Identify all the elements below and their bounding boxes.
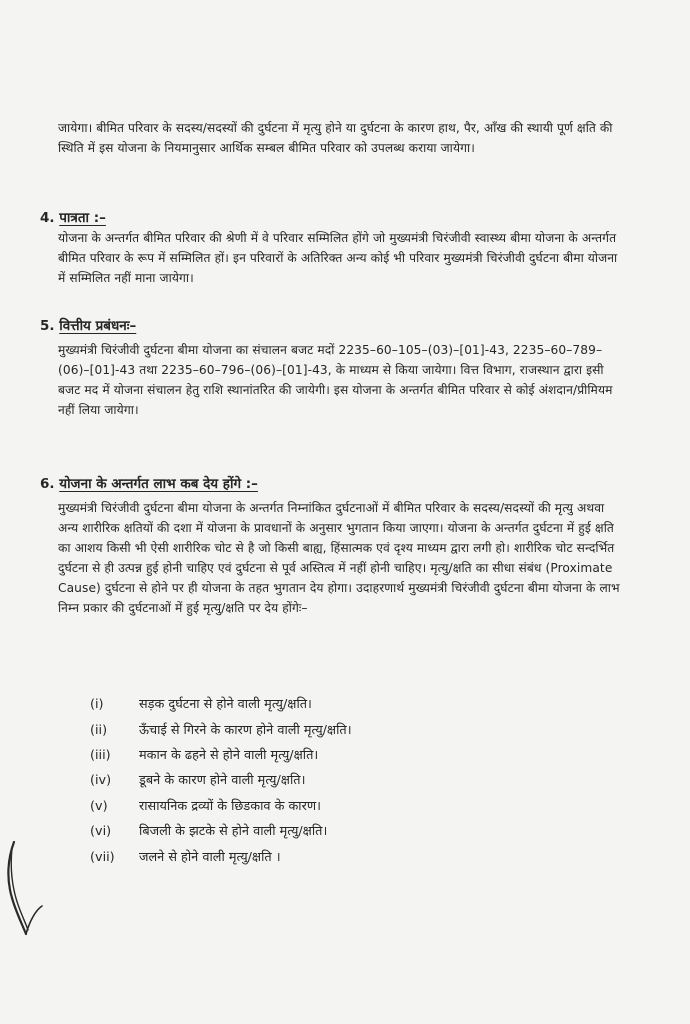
list-item-number: (i) (90, 697, 104, 712)
section-title: योजना के अन्तर्गत लाभ कब देय होंगे :– (59, 476, 258, 492)
section-number: 4. (40, 210, 55, 226)
section-body-finance: मुख्यमंत्री चिरंजीवी दुर्घटना बीमा योजना का संचालन बजट मदों 2235–60–105–(03)–[01]-43, 2235–60–789–(06)–[01]-43 तथा 2235–60–796–(06)–[01]-43, के माध्यम से किया जायेगा। वित्त विभाग, राजस्थान द्वारा इसी बजट मद में योजना संचालन हेतु राशि स्थानांतरित की जायेगी। इस योजना के अन्तर्गत बीमित परिवार से कोई अंशदान/प्रीमियम नहीं लिया जायेगा। (58, 343, 613, 417)
list-item-text: डूबने के कारण होने वाली मृत्यु/क्षति। (139, 773, 306, 788)
section-body-benefits: मुख्यमंत्री चिरंजीवी दुर्घटना बीमा योजना के अन्तर्गत निम्नांकित दुर्घटनाओं में बीमित परिवार के सदस्य/सदस्यों की मृत्यु अथवा अन्य शारीरिक क्षतियों की दशा में योजना के प्रावधानों के अनुसार भुगतान किया जाएगा। योजना के अन्तर्गत दुर्घटना में हुई क्षति का आशय किसी भी ऐसी शारीरिक चोट से है जो किसी बाह्य, हिंसात्मक एवं दृश्य माध्यम द्वारा लगी हो। शारीरिक चोट सन्दर्भित दुर्घटना से ही उत्पन्न हुई होनी चाहिए एवं दुर्घटना से पूर्व अस्तित्व में नहीं होनी चाहिए। मृत्यु/क्षति का सीधा संबंध (Proximate Cause) दुर्घटना से होने पर ही योजना के तहत भुगतान देय होगा। उदाहरणार्थ मुख्यमंत्री चिरंजीवी दुर्घटना बीमा योजना के लाभ निम्न प्रकार की दुर्घटनाओं में हुई मृत्यु/क्षति पर देय होंगेः– (58, 501, 620, 615)
section-heading-finance (40, 316, 136, 336)
section-title: वित्तीय प्रबंधनः– (59, 318, 137, 334)
list-item-text: सड़क दुर्घटना से होने वाली मृत्यु/क्षति। (139, 697, 312, 712)
section-heading-benefits (40, 474, 258, 494)
list-item-number: (iv) (90, 773, 112, 788)
intro-paragraph: जायेगा। बीमित परिवार के सदस्य/सदस्यों की दुर्घटना में मृत्यु होने या दुर्घटना के कारण हाथ, पैर, आँख की स्थायी पूर्ण क्षति की स्थिति में इस योजना के नियमानुसार आर्थिक सम्बल बीमित परिवार को उपलब्ध कराया जायेगा। (58, 121, 613, 155)
section-heading-eligibility (40, 208, 106, 228)
section-number: 5. (40, 318, 55, 334)
section-title: पात्रता :– (59, 210, 106, 226)
list-item-number: (vii) (90, 850, 115, 865)
list-item-text: बिजली के झटके से होने वाली मृत्यु/क्षति। (139, 824, 328, 839)
list-item-number: (vi) (90, 824, 112, 839)
section-body-eligibility: योजना के अन्तर्गत बीमित परिवार की श्रेणी में वे परिवार सम्मिलित होंगे जो मुख्यमंत्री चिरंजीवी स्वास्थ्य बीमा योजना के अन्तर्गत बीमित परिवार के रूप में सम्मिलित हों। इन परिवारों के अतिरिक्त अन्य कोई भी परिवार मुख्यमंत्री चिरंजीवी दुर्घटना बीमा योजना में सम्मिलित नहीं माना जायेगा। (58, 231, 618, 285)
list-item-number: (iii) (90, 748, 111, 763)
pen-mark-icon (4, 838, 48, 938)
list-item-text: रासायनिक द्रव्यों के छिडकाव के कारण। (139, 799, 321, 814)
list-item-text: मकान के ढहने से होने वाली मृत्यु/क्षति। (139, 748, 319, 763)
list-item-number: (ii) (90, 723, 108, 738)
list-item-text: जलने से होने वाली मृत्यु/क्षति । (139, 850, 281, 865)
list-item-number: (v) (90, 799, 108, 814)
section-number: 6. (40, 476, 55, 492)
list-item-text: ऊँचाई से गिरने के कारण होने वाली मृत्यु/क्षति। (139, 723, 352, 738)
